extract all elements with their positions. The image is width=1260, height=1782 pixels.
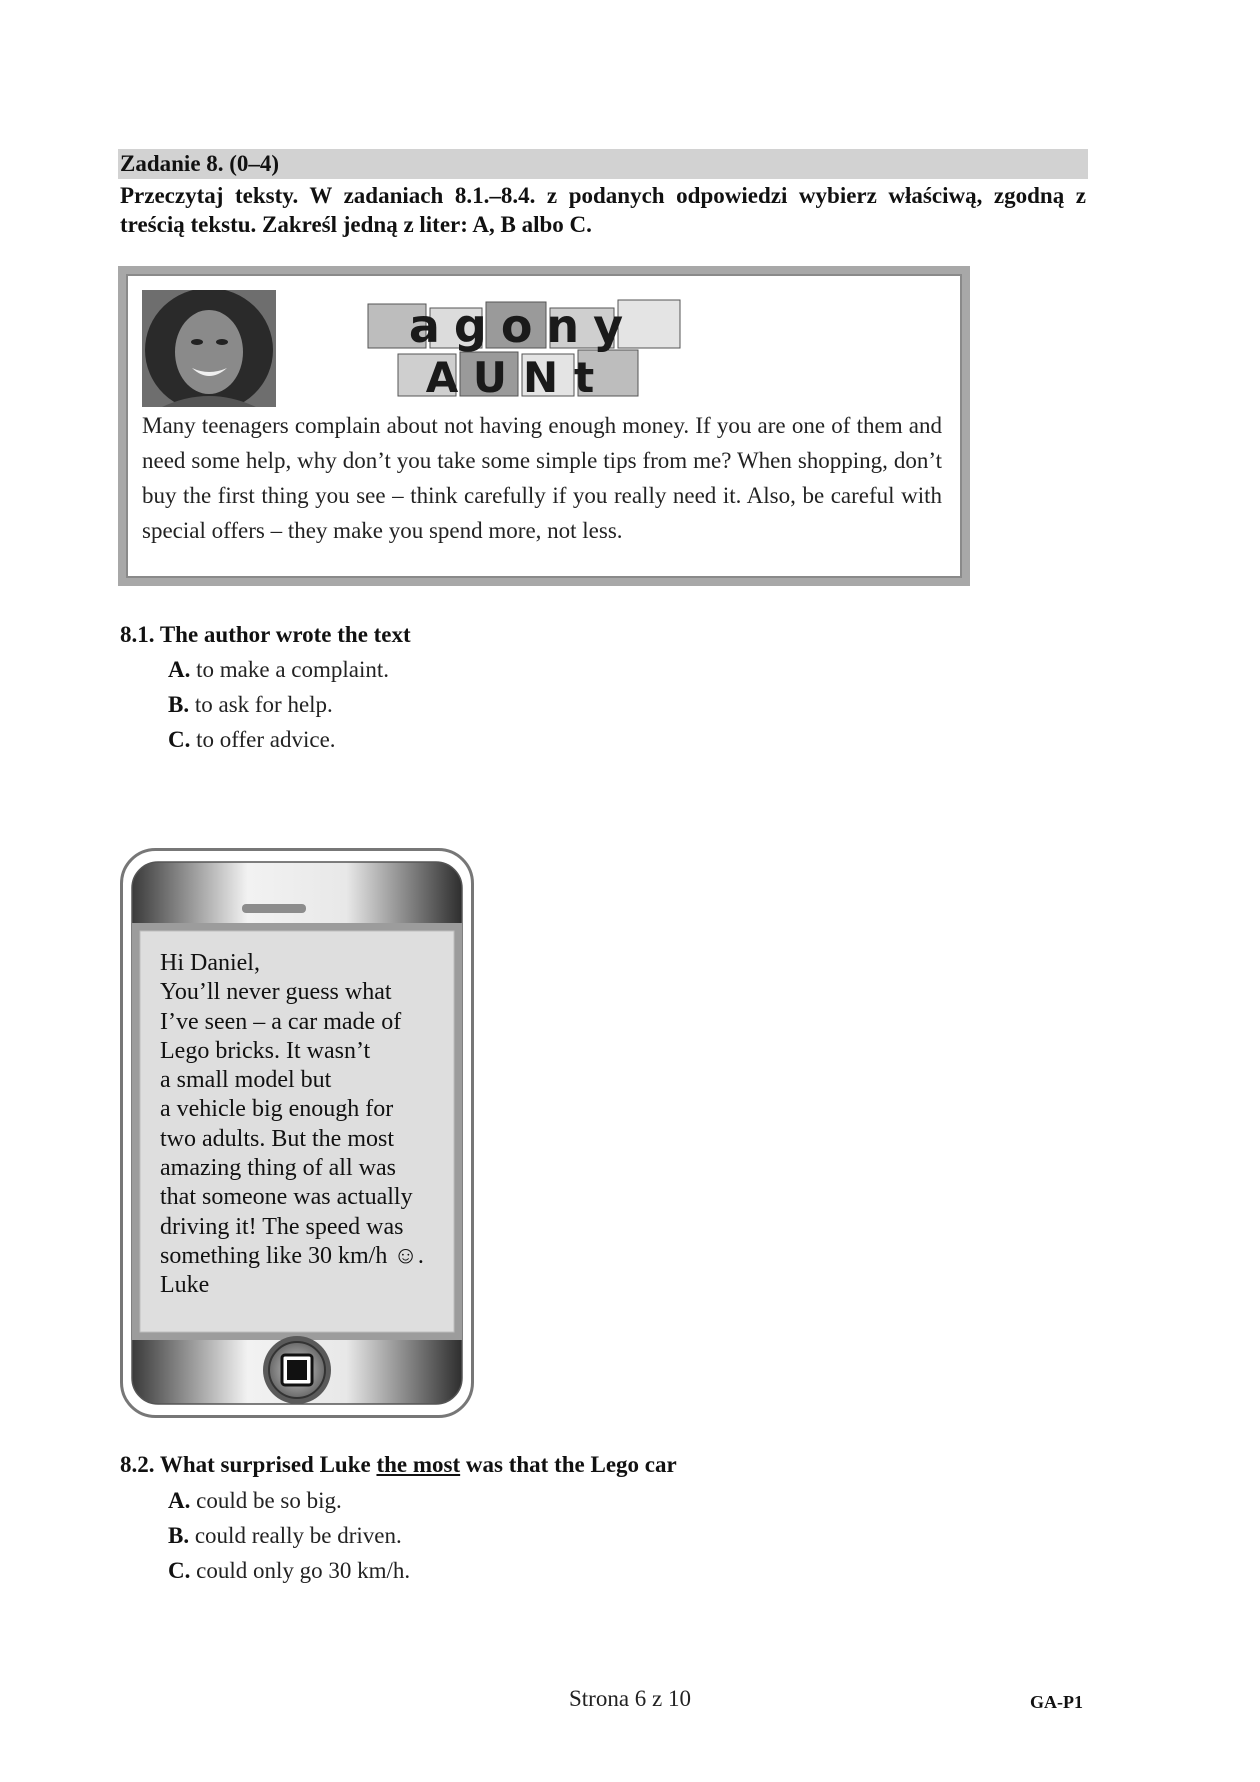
option-text: could only go 30 km/h. — [196, 1558, 411, 1583]
question-8-2-underlined: the most — [376, 1452, 461, 1477]
option-8-1-c[interactable] — [168, 722, 389, 757]
question-8-2-text-after: was that the Lego car — [460, 1452, 677, 1477]
question-8-1-stem — [120, 620, 411, 650]
option-8-2-b[interactable] — [168, 1518, 410, 1553]
option-text: could be so big. — [196, 1488, 342, 1513]
question-8-1-options — [168, 652, 389, 757]
logo-line2: AUNt — [425, 353, 611, 401]
option-text: to ask for help. — [194, 692, 333, 717]
sms-line: You’ll never guess what — [160, 979, 392, 1006]
task-instruction: Przeczytaj teksty. W zadaniach 8.1.–8.4. z podanych odpowiedzi wybierz właściwą, zgodną z treścią tekstu. Zakreśl jedną z liter: A, B albo C. — [120, 183, 1086, 237]
agony-aunt-logo — [358, 296, 738, 401]
sms-line: I’ve seen – a car made of — [160, 1008, 402, 1035]
woman-portrait-icon — [142, 290, 276, 407]
option-text: to make a complaint. — [196, 657, 390, 682]
sms-line: driving it! The speed was — [160, 1213, 404, 1240]
sms-line: Luke — [160, 1272, 210, 1299]
option-8-2-c[interactable] — [168, 1553, 410, 1588]
option-letter: A. — [168, 1488, 191, 1513]
task-header: Zadanie 8. (0–4) — [118, 149, 1088, 179]
option-letter: C. — [168, 727, 191, 752]
agony-aunt-box — [118, 266, 970, 586]
agony-aunt-text: Many teenagers complain about not having enough money. If you are one of them and need some help, why don’t you take some simple tips from me? When shopping, don’t buy the first thing you see – think carefully if you really need it. Also, be careful with special offers – they make you spend more, not less. — [142, 413, 942, 543]
question-8-2-text-before: What surprised Luke — [159, 1452, 377, 1477]
sms-line: a small model but — [160, 1067, 332, 1094]
option-letter: B. — [168, 692, 190, 717]
woman-photo — [142, 290, 276, 407]
option-letter: B. — [168, 1523, 190, 1548]
sms-line: Lego bricks. It wasn’t — [160, 1037, 371, 1064]
question-8-2-number: 8.2. — [120, 1452, 155, 1477]
sms-line: something like 30 km/h ☺. — [160, 1242, 424, 1269]
question-8-2-options — [168, 1483, 410, 1588]
page-number: Strona 6 z 10 — [568, 1686, 691, 1711]
option-8-2-a[interactable] — [168, 1483, 410, 1518]
logo-line1: agony — [408, 299, 638, 353]
option-text: could really be driven. — [194, 1523, 402, 1548]
sms-line: amazing thing of all was — [160, 1155, 396, 1182]
sms-message — [160, 949, 440, 1301]
option-text: to offer advice. — [196, 727, 336, 752]
sms-line: two adults. But the most — [160, 1125, 394, 1152]
exam-code: GA-P1 — [1030, 1692, 1083, 1712]
question-8-2-stem — [120, 1450, 677, 1480]
question-8-1-text: The author wrote the text — [159, 622, 411, 647]
agony-aunt-inner — [126, 274, 962, 578]
option-8-1-a[interactable] — [168, 652, 389, 687]
sms-line: a vehicle big enough for — [160, 1096, 394, 1123]
sms-line: Hi Daniel, — [160, 950, 260, 976]
sms-line: that someone was actually — [160, 1184, 413, 1211]
option-letter: C. — [168, 1558, 191, 1583]
question-8-1-number: 8.1. — [120, 622, 155, 647]
option-letter: A. — [168, 657, 191, 682]
option-8-1-b[interactable] — [168, 687, 389, 722]
